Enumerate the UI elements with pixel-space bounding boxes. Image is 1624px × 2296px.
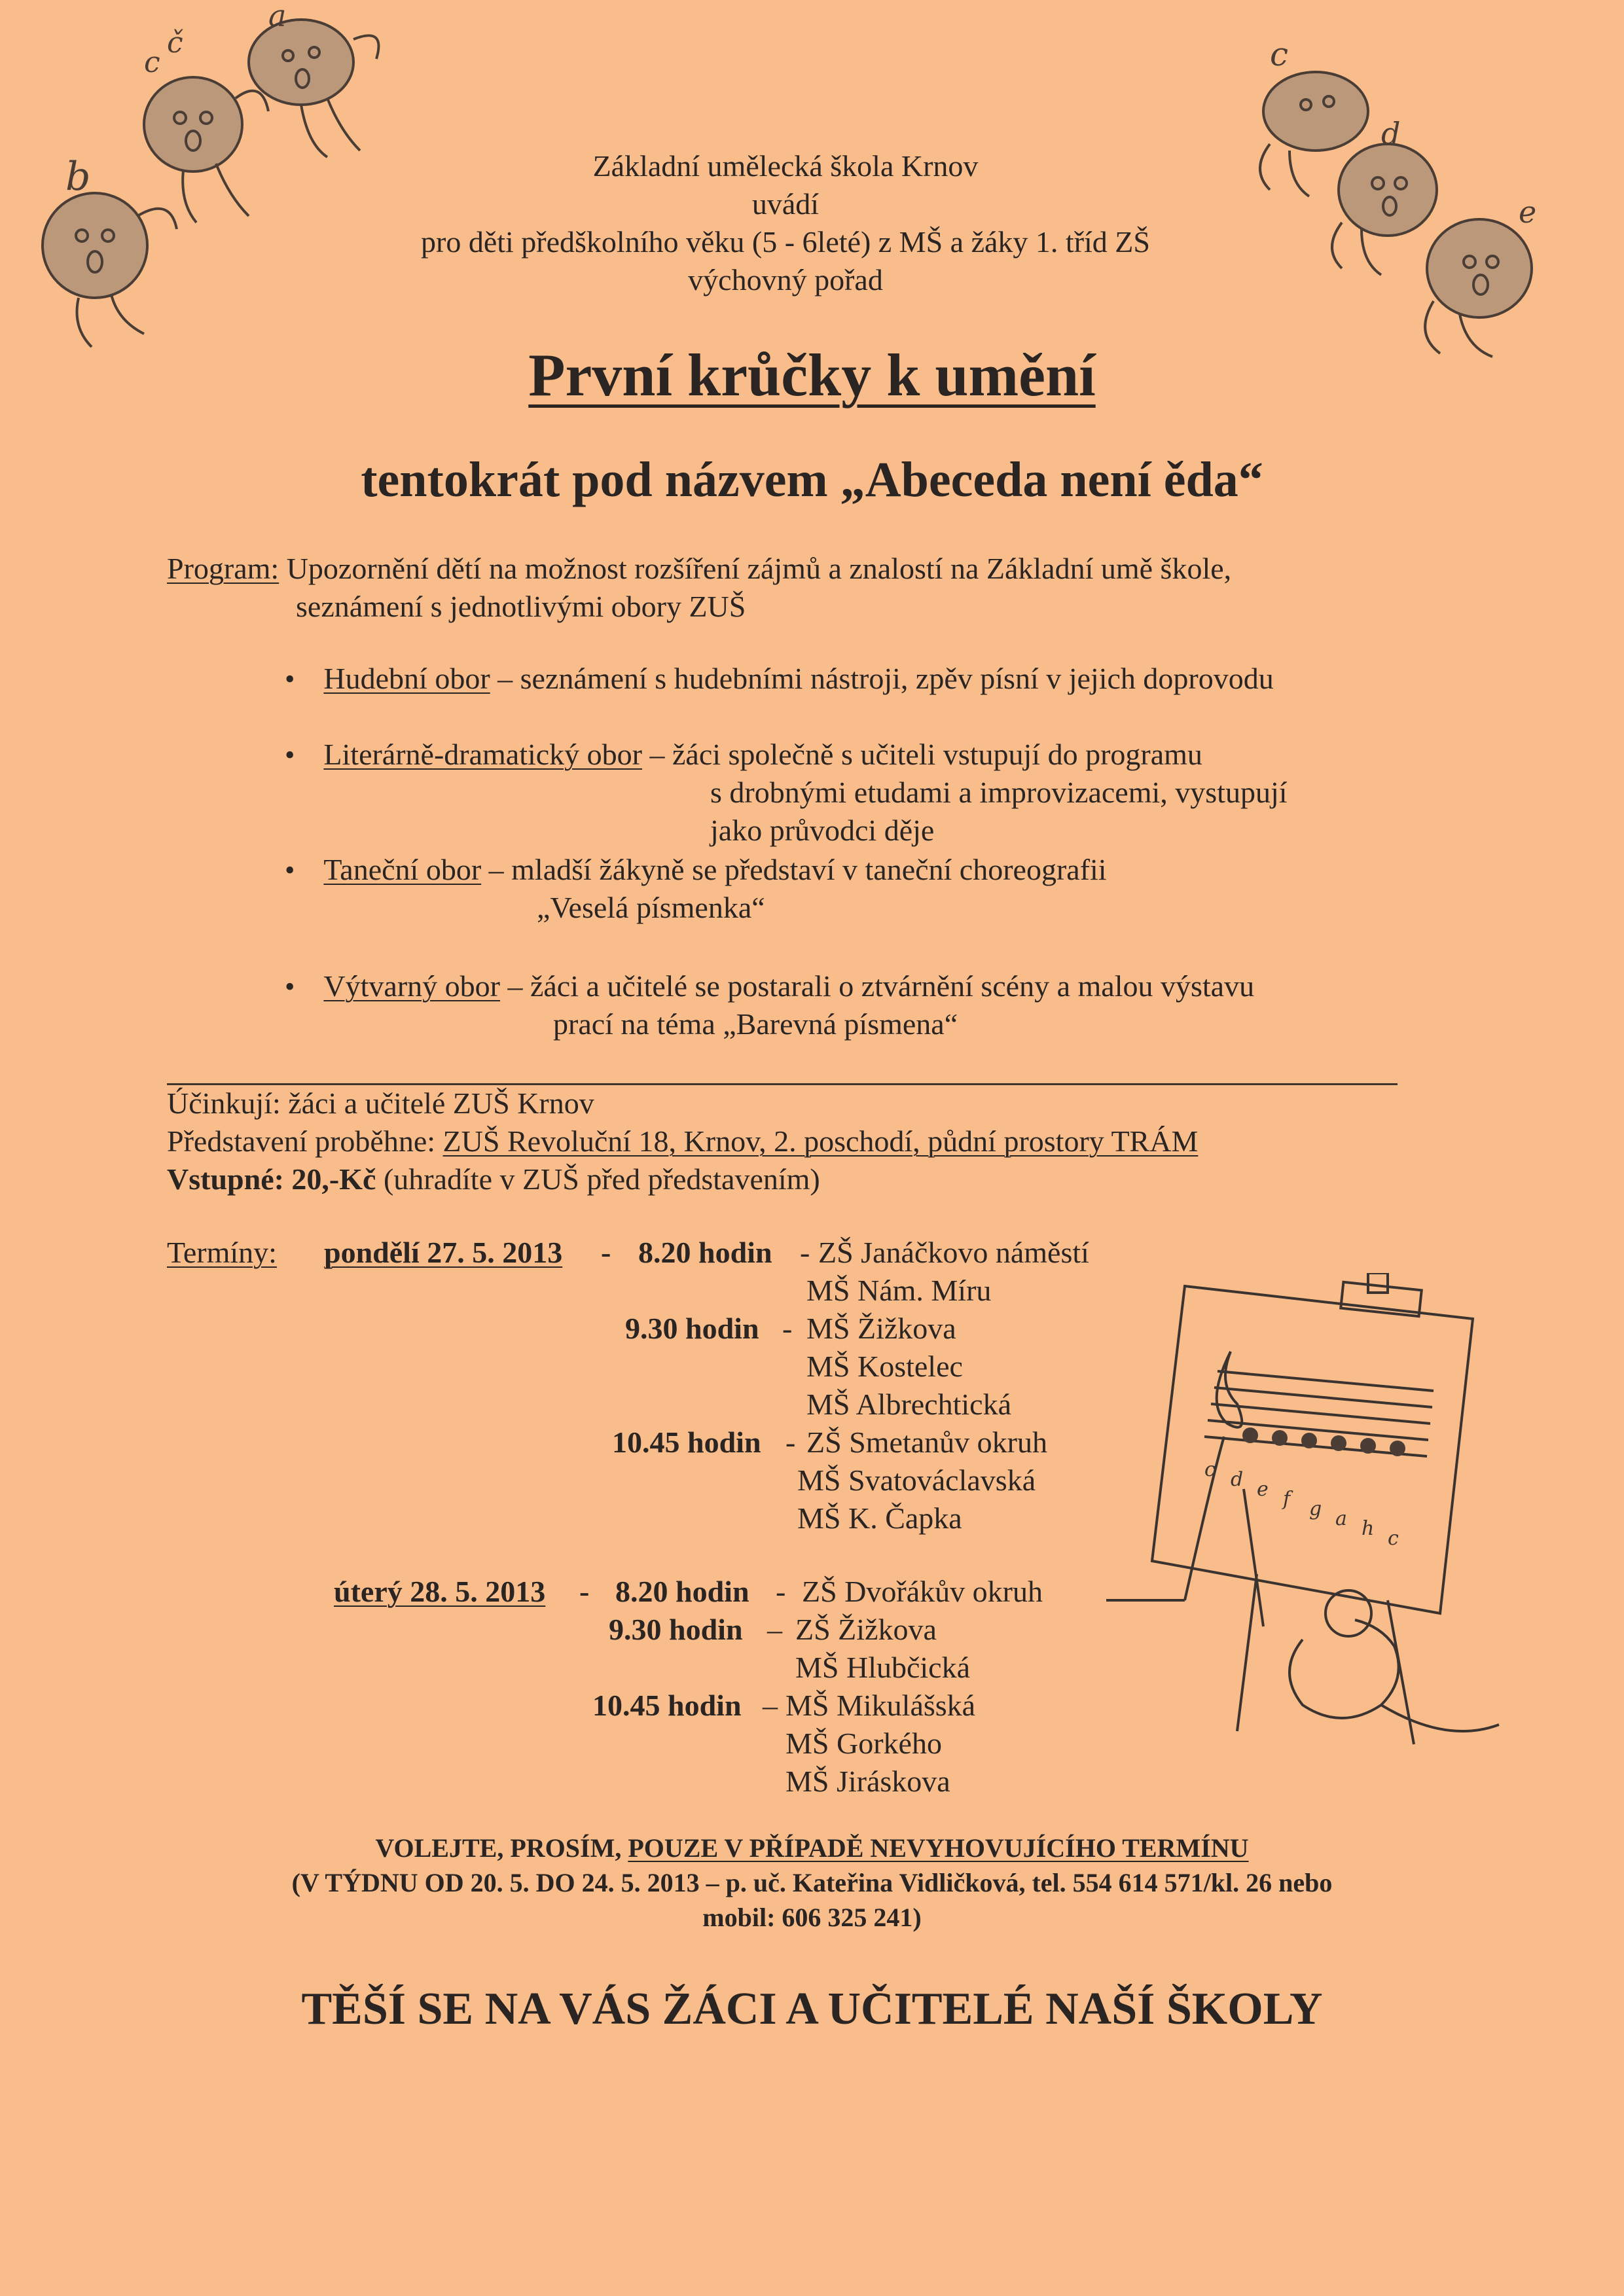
- note-letter: c: [1204, 1458, 1216, 1481]
- school-entry: ZŠ Žižkova: [795, 1613, 937, 1646]
- program-text-1: Upozornění dětí na možnost rozšíření zájmů a znalostí na Základní umě škole,: [286, 552, 1232, 585]
- program-text-2: seznámení s jednotlivými obory ZUŠ: [296, 590, 746, 623]
- doodle-letter: c: [1270, 35, 1289, 73]
- audience-text: pro děti předškolního věku (5 - 6leté) z MŠ a žáky 1. tříd ZŠ: [421, 225, 1150, 259]
- school-name: Základní umělecká škola Krnov: [592, 149, 979, 183]
- schedule-label: Termíny:: [167, 1236, 277, 1269]
- venue: ZUŠ Revoluční 18, Krnov, 2. poschodí, půdní prostory TRÁM: [442, 1124, 1199, 1158]
- field-name: Hudební obor: [323, 662, 490, 695]
- school-entry: MŠ Jiráskova: [785, 1765, 950, 1798]
- school-entry: MŠ Albrechtická: [806, 1388, 1011, 1421]
- letter-figure: [43, 193, 147, 298]
- note-dot: [1331, 1435, 1346, 1451]
- note-letter: g: [1309, 1498, 1322, 1520]
- note-letter: a: [1335, 1507, 1347, 1530]
- school-entry: MŠ K. Čapka: [797, 1501, 962, 1535]
- venue-line: Představení proběhne: ZUŠ Revoluční 18, Krnov, 2. poschodí, půdní prostory TRÁM: [167, 1124, 1199, 1158]
- doodle-letter: č: [167, 26, 183, 60]
- notice-line-1: VOLEJTE, PROSÍM, POUZE V PŘÍPADĚ NEVYHOVUJÍCÍHO TERMÍNU: [375, 1833, 1249, 1863]
- doodle-letter: c: [144, 46, 160, 79]
- field-dance: • Taneční obor – mladší žákyně se představí v taneční choreografii: [285, 853, 1107, 886]
- program-type: výchovný pořad: [688, 263, 883, 296]
- note-letter: c: [1388, 1527, 1399, 1550]
- doodle-letter: b: [65, 154, 91, 200]
- doodle-letter: e: [1519, 194, 1537, 230]
- page-subtitle: tentokrát pod názvem „Abeceda není ěda“: [361, 452, 1263, 507]
- field-art: • Výtvarný obor – žáci a učitelé se postarali o ztvárnění scény a malou výstavu: [285, 969, 1255, 1003]
- slot-time: 9.30 hodin: [625, 1312, 759, 1345]
- slot-time: 10.45 hodin: [592, 1689, 742, 1722]
- easel-mouse-illustration: [1106, 1273, 1512, 1757]
- field-dance-line-2: „Veselá písmenka“: [537, 891, 765, 924]
- slot-time: 8.20 hodin: [638, 1236, 772, 1269]
- program-label: Program:: [167, 552, 280, 585]
- letters-doodle-right: [1231, 26, 1571, 367]
- field-name: Literárně-dramatický obor: [323, 738, 642, 771]
- field-drama: • Literárně-dramatický obor – žáci společně s učiteli vstupují do programu: [285, 738, 1202, 771]
- notice-line-2: (V TÝDNU OD 20. 5. DO 24. 5. 2013 – p. uč. Kateřina Vidličková, tel. 554 614 571/kl. 26 nebo: [291, 1868, 1333, 1897]
- school-entry: MŠ Hlubčická: [795, 1651, 971, 1684]
- page-title: První krůčky k umění: [528, 342, 1096, 408]
- letter-figure: [1427, 219, 1532, 317]
- field-name: Výtvarný obor: [323, 969, 500, 1003]
- day-2-date: úterý 28. 5. 2013: [334, 1575, 546, 1608]
- note-dot: [1242, 1427, 1258, 1443]
- fee-line: Vstupné: 20,-Kč (uhradíte v ZUŠ před představením): [167, 1162, 820, 1196]
- slot-time: 8.20 hodin: [615, 1575, 749, 1608]
- note-dot: [1272, 1430, 1288, 1446]
- school-entry: MŠ Svatováclavská: [797, 1463, 1036, 1497]
- school-entry: MŠ Mikulášská: [785, 1689, 976, 1722]
- note-letter: h: [1362, 1517, 1375, 1540]
- school-entry: MŠ Kostelec: [806, 1350, 963, 1383]
- school-entry: ZŠ Smetanův okruh: [806, 1426, 1047, 1459]
- fee: Vstupné: 20,-Kč: [167, 1162, 376, 1196]
- notice-line-3: mobil: 606 325 241): [702, 1903, 922, 1932]
- day-1-date: pondělí 27. 5. 2013: [324, 1236, 563, 1269]
- program-line-1: [167, 550, 1231, 588]
- slot-time: 10.45 hodin: [612, 1426, 761, 1459]
- letter-figure: [144, 77, 242, 171]
- letter-figure: [1339, 144, 1437, 236]
- note-dot: [1301, 1433, 1317, 1448]
- field-drama-line-2: s drobnými etudami a improvizacemi, vystupují: [710, 776, 1288, 809]
- field-art-line-2: prací na téma „Barevná písmena“: [553, 1007, 958, 1041]
- field-name: Taneční obor: [323, 853, 482, 886]
- note-letter: e: [1257, 1478, 1269, 1501]
- field-drama-line-3: jako průvodci děje: [710, 814, 935, 847]
- letter-figure: [1263, 72, 1368, 151]
- school-entry: ZŠ Dvořákův okruh: [802, 1575, 1043, 1608]
- doodle-letter: d: [1381, 116, 1401, 151]
- school-entry: MŠ Nám. Míru: [806, 1274, 992, 1307]
- school-entry: ZŠ Janáčkovo náměstí: [818, 1236, 1089, 1269]
- school-entry: MŠ Žižkova: [806, 1312, 956, 1345]
- slot-time: 9.30 hodin: [609, 1613, 743, 1646]
- closing-text: TĚŠÍ SE NA VÁS ŽÁCI A UČITELÉ NAŠÍ ŠKOLY: [301, 1984, 1323, 2034]
- note-dot: [1390, 1441, 1405, 1456]
- performers: Účinkují: žáci a učitelé ZUŠ Krnov: [167, 1086, 594, 1120]
- school-entry: MŠ Gorkého: [785, 1727, 942, 1760]
- note-letter: d: [1231, 1468, 1244, 1491]
- note-dot: [1360, 1438, 1376, 1454]
- note-letter: f: [1283, 1488, 1291, 1511]
- letter-figure: [249, 20, 353, 105]
- doodle-letter: a: [268, 0, 287, 33]
- field-music: • Hudební obor – seznámení s hudebními nástroji, zpěv písní v jejich doprovodu: [285, 662, 1274, 695]
- presents-text: uvádí: [751, 187, 820, 221]
